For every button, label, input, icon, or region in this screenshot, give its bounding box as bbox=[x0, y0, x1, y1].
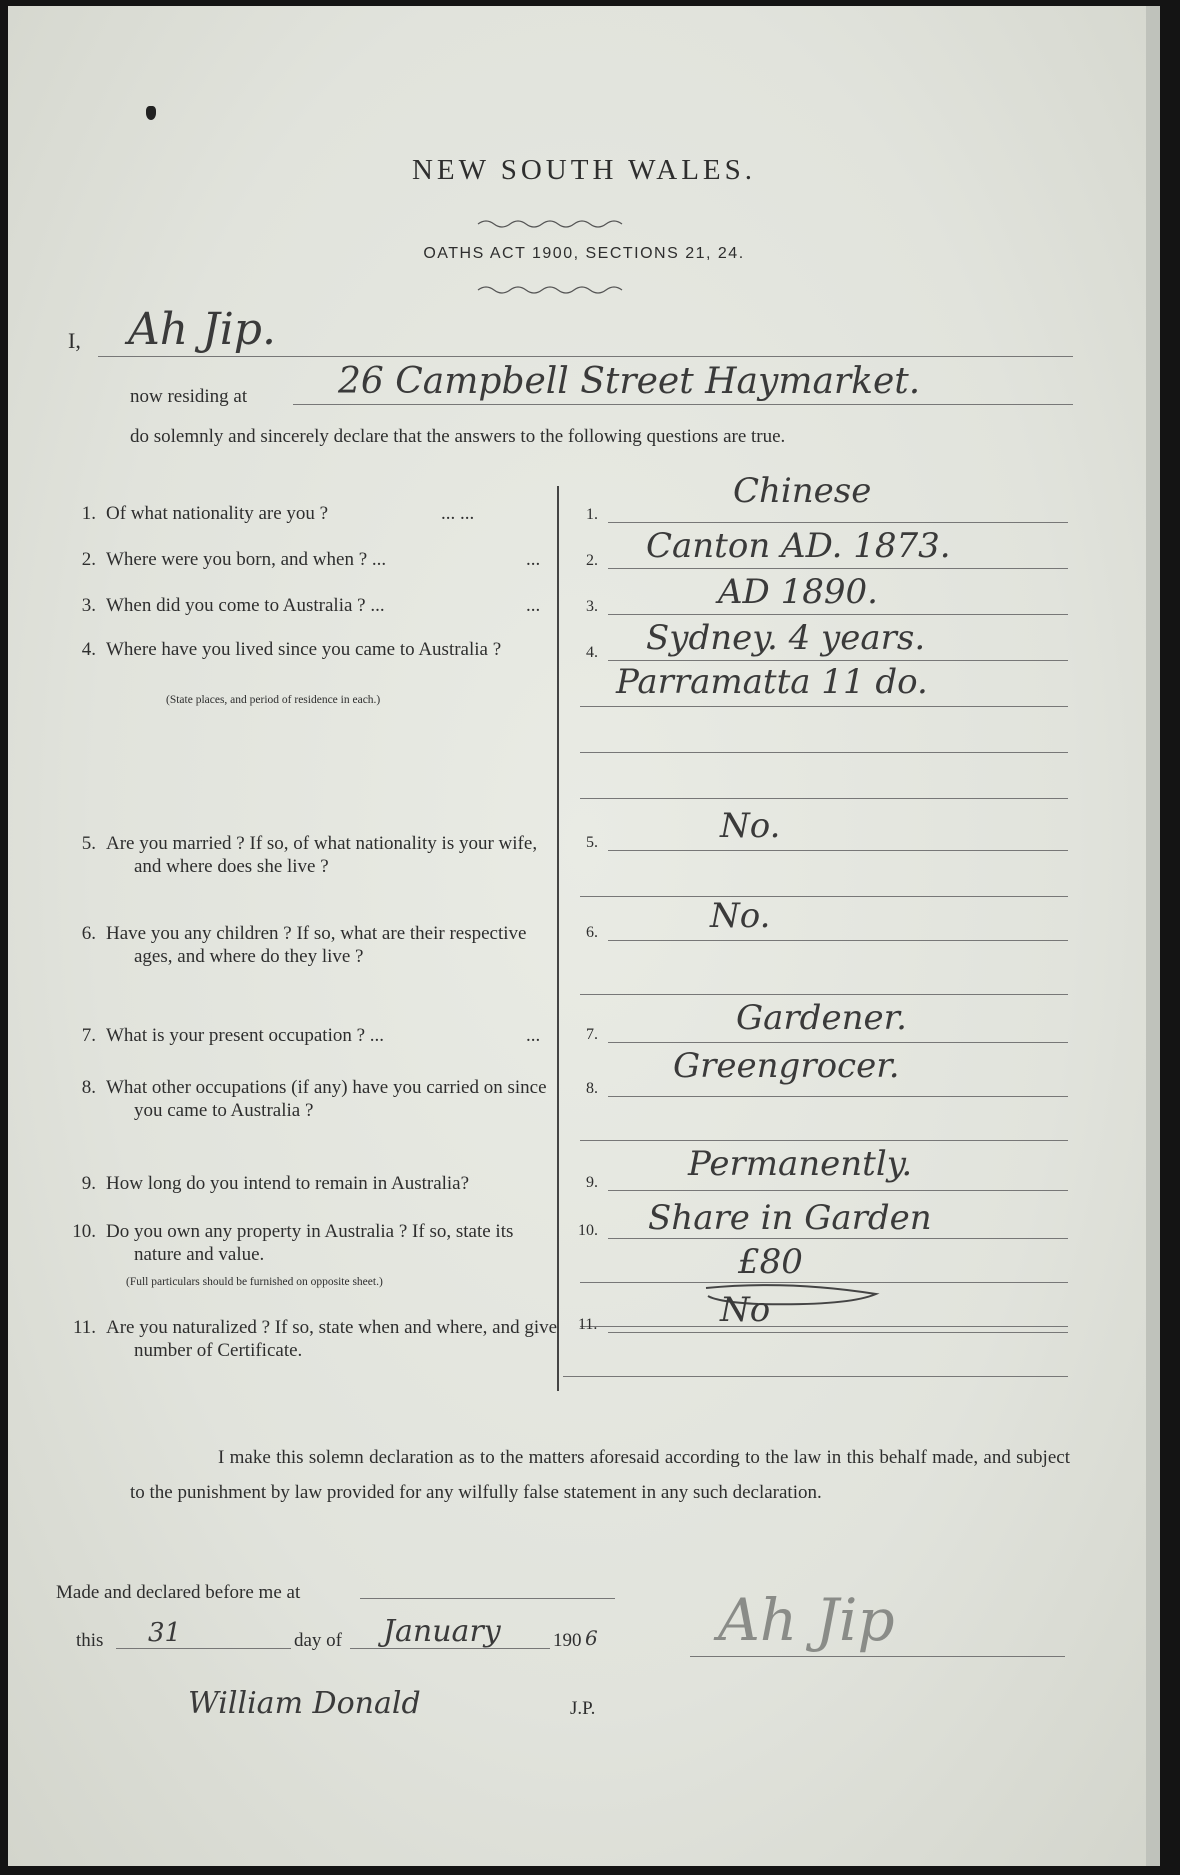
address: 26 Campbell Street Haymarket. bbox=[338, 361, 921, 402]
answer-6-line-2 bbox=[580, 994, 1068, 995]
ornament-divider-top bbox=[476, 216, 626, 230]
answer-4-line bbox=[608, 660, 1068, 661]
answer-9: Permanently. bbox=[688, 1144, 913, 1184]
declarant-prefix: I, bbox=[68, 328, 81, 353]
answer-8-line bbox=[608, 1096, 1068, 1097]
answer-11-num: 11. bbox=[578, 1316, 598, 1333]
answer-2-line bbox=[608, 568, 1068, 569]
answer-3-num: 3. bbox=[586, 598, 598, 615]
answer-10-line-3 bbox=[580, 1326, 1068, 1327]
answer-7: Gardener. bbox=[736, 998, 907, 1038]
answer-10: Share in Garden bbox=[648, 1198, 932, 1238]
year-value: 6 bbox=[585, 1626, 598, 1650]
year-prefix: 190 bbox=[553, 1630, 582, 1651]
answer-5: No. bbox=[720, 806, 781, 846]
answer-1-num: 1. bbox=[586, 506, 598, 523]
answer-6-line bbox=[608, 940, 1068, 941]
declarant-signature: Ah Jip bbox=[718, 1586, 895, 1654]
declarant-signature-line bbox=[690, 1656, 1065, 1657]
answer-2: Canton AD. 1873. bbox=[646, 526, 951, 566]
answer-5-line-2 bbox=[580, 896, 1068, 897]
answer-4-line-2 bbox=[580, 706, 1068, 707]
month-value: January bbox=[383, 1614, 501, 1649]
answer-4-line-3 bbox=[580, 752, 1068, 753]
answer-5-num: 5. bbox=[586, 834, 598, 851]
answer-11-line-2 bbox=[563, 1376, 1068, 1377]
answer-10-value: £80 bbox=[738, 1242, 803, 1282]
form-subtitle: OATHS ACT 1900, SECTIONS 21, 24. bbox=[423, 245, 745, 262]
page-edge bbox=[1146, 6, 1160, 1866]
answer-8-num: 8. bbox=[586, 1080, 598, 1097]
answer-5-line bbox=[608, 850, 1068, 851]
answer-1-line bbox=[608, 522, 1068, 523]
day-line bbox=[116, 1648, 291, 1649]
question-10-note: (Full particulars should be furnished on opposite sheet.) bbox=[126, 1276, 383, 1288]
residing-label: now residing at bbox=[130, 386, 248, 407]
answer-8: Greengrocer. bbox=[673, 1046, 900, 1086]
jp-signature: William Donald bbox=[188, 1686, 421, 1721]
form-title: NEW SOUTH WALES. bbox=[411, 154, 757, 186]
answer-11: No bbox=[720, 1290, 771, 1330]
question-4-note: (State places, and period of residence in each.) bbox=[166, 694, 381, 706]
ornament-divider-bottom bbox=[476, 282, 626, 296]
jp-label: J.P. bbox=[570, 1698, 596, 1719]
answer-9-num: 9. bbox=[586, 1174, 598, 1191]
answer-8-line-2 bbox=[580, 1140, 1068, 1141]
answer-4-line-4 bbox=[580, 798, 1068, 799]
answer-3-line bbox=[608, 614, 1068, 615]
declaration-form: NEW SOUTH WALES. OATHS ACT 1900, SECTIONS 21, 24. I, Ah Jip. now residing at 26 Campbell Street Haymarket. do solemnly and sincerely declare that the answers to the following questions are true. 1. Of what nationality are you ? ... ... 2. Where were you born, and when ? ... ... 3. When did you come to Australia ? ... ... 4. Where have you lived since you came to Australia ? (State places, and period of residence in each.) 5. Are you married ? If so, of what nationality is your wife, and where does she live ? 6. Have you any children ? If so, what are their respective ages, and where do they live ? 7. What is your present occupation ? ... ... 8. What other occupations (if any) have you carried on since you came to Australia ? 9. How long do you intend to remain in Australia? 10. Do you own any property in Australia ? If so, state its nature and value. (Full particulars should be furnished on opposite sheet.) 11. Are you naturalized ? If so, state when and where, and give number of Certificate. 1. Chinese 2. Canton AD. 1873. 3. AD 1890. 4. Sydney. 4 years. Parramatta 11 do. 5. No. 6. No. 7. Gardener. 8. Greengrocer. 9. Permanently. 10. Share in Garden £80 11. No I make this solemn declaration as to the matters aforesaid according to the law in this behalf made, and subject to the punishment by law provided for any wilfully false statement in any such declaration. Made and declared before me at this 31 day of January 190 6 William Donald J.P. Ah Jip bbox=[8, 6, 1160, 1866]
day-value: 31 bbox=[148, 1618, 182, 1648]
answer-9-line bbox=[608, 1190, 1068, 1191]
ink-blot bbox=[146, 106, 156, 120]
declaration-text: I make this solemn declaration as to the matters aforesaid according to the law in this behalf made, and subject to the punishment by law provided for any wilfully false statement in any such declaration. bbox=[130, 1447, 1070, 1503]
answer-7-line bbox=[608, 1042, 1068, 1043]
answer-2-num: 2. bbox=[586, 552, 598, 569]
day-of-label: day of bbox=[294, 1630, 343, 1651]
answer-4: Sydney. 4 years. bbox=[646, 618, 926, 658]
declarant-name: Ah Jip. bbox=[128, 304, 276, 355]
answer-7-num: 7. bbox=[586, 1026, 598, 1043]
answer-4-num: 4. bbox=[586, 644, 598, 661]
answer-1: Chinese bbox=[733, 471, 872, 511]
answer-3: AD 1890. bbox=[718, 572, 878, 612]
answer-10-line bbox=[608, 1238, 1068, 1239]
answer-6-num: 6. bbox=[586, 924, 598, 941]
made-declared-label: Made and declared before me at bbox=[56, 1582, 301, 1603]
this-label: this bbox=[76, 1630, 104, 1651]
address-line bbox=[293, 404, 1073, 405]
name-line bbox=[98, 356, 1073, 357]
answer-4-continued: Parramatta 11 do. bbox=[616, 662, 928, 702]
place-line bbox=[360, 1598, 615, 1599]
answer-6: No. bbox=[710, 896, 771, 936]
declare-statement: do solemnly and sincerely declare that the answers to the following questions are true. bbox=[130, 426, 786, 447]
answer-11-line bbox=[608, 1332, 1068, 1333]
answer-10-num: 10. bbox=[578, 1222, 598, 1239]
